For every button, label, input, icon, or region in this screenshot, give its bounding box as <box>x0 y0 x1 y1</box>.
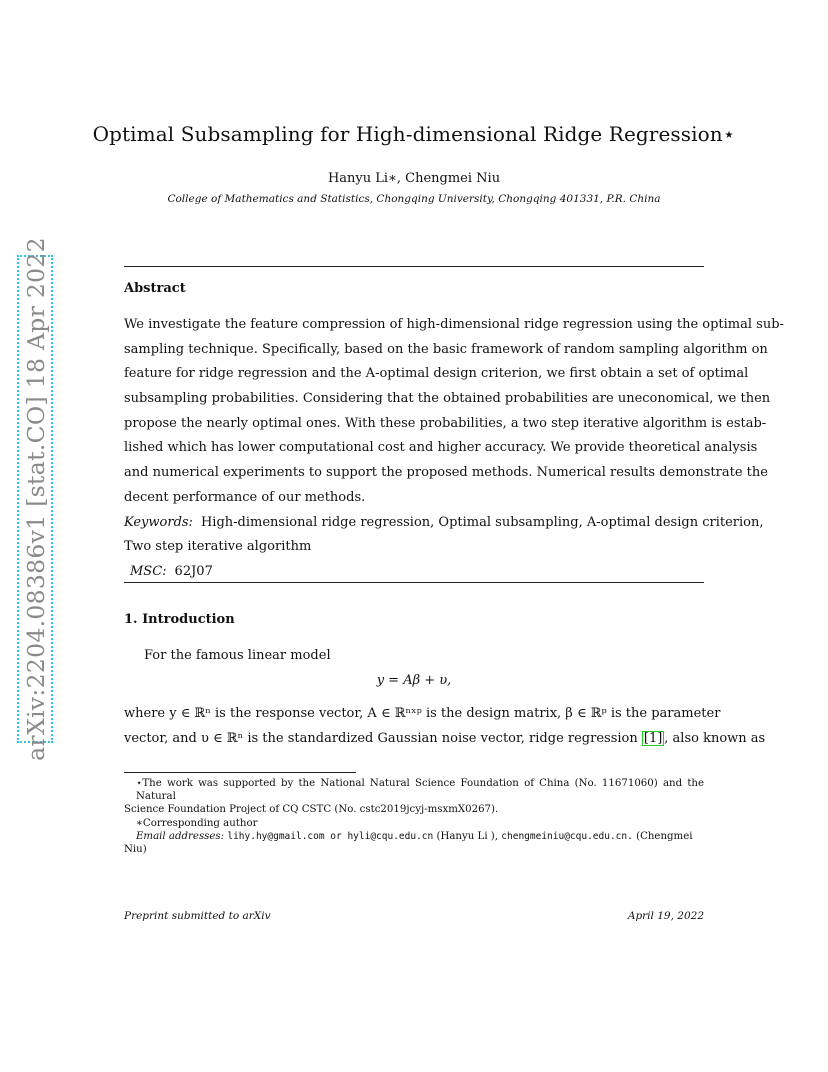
footnote-funding: ⋆The work was supported by the National Natural Science Foundation of China (No. 11671060) and the Natural <box>136 778 704 803</box>
intro-line: where y ∈ ℝⁿ is the response vector, A ∈ ℝⁿˣᵖ is the design matrix, β ∈ ℝᵖ is the parameter <box>124 706 721 721</box>
intro-body <box>124 702 766 751</box>
email-owner: (Chengmei <box>636 830 693 842</box>
email-link-li[interactable]: lihy.hy@gmail.com or hyli@cqu.edu.cn <box>227 830 434 842</box>
author-list: Hanyu Li∗, Chengmei Niu <box>327 171 501 186</box>
keywords-line <box>124 511 764 536</box>
footnotes <box>124 777 704 856</box>
intro-paragraph: For the famous linear model <box>144 648 331 663</box>
abstract-body <box>124 313 784 585</box>
intro-text: vector, and υ ∈ ℝⁿ is the standardized Gaussian noise vector, ridge regression <box>124 730 638 746</box>
msc-value: 62J07 <box>174 563 213 579</box>
msc-line <box>124 560 704 585</box>
keywords-label: Keywords: <box>124 514 193 530</box>
footer-preprint: Preprint submitted to arXiv <box>124 910 271 922</box>
abstract-line: We investigate the feature compression of high-dimensional ridge regression using the optimal sub- <box>124 317 784 332</box>
footnote-corresponding: ∗Corresponding author <box>136 817 258 829</box>
abstract-heading: Abstract <box>124 281 186 296</box>
arxiv-stamp-text[interactable]: arXiv:2204.08386v1 [stat.CO] 18 Apr 2022 <box>22 237 50 761</box>
arxiv-stamp-border <box>17 255 53 743</box>
footnote-funding-cont: Science Foundation Project of CQ CSTC (No. cstc2019jcyj-msxmX0267). <box>124 804 499 816</box>
footer-date: April 19, 2022 <box>627 910 704 922</box>
abstract-top-rule <box>124 266 704 267</box>
email-owner: (Hanyu Li ), <box>436 830 499 842</box>
abstract-line: decent performance of our methods. <box>124 489 366 505</box>
msc-label: MSC: <box>130 563 167 579</box>
abstract-line: and numerical experiments to support the proposed methods. Numerical results demonstrate the <box>124 465 768 481</box>
abstract-line: subsampling probabilities. Considering that the obtained probabilities are uneconomical, we then <box>124 391 771 407</box>
affiliation: College of Mathematics and Statistics, Chongqing University, Chongqing 401331, P.R. China <box>167 193 661 205</box>
paper-title: Optimal Subsampling for High-dimensional Ridge Regression⋆ <box>92 122 736 146</box>
linear-model-equation: y = Aβ + υ, <box>376 673 452 688</box>
footnote-emails <box>124 830 704 843</box>
email-label: Email addresses: <box>136 830 225 842</box>
footnote-emails-cont: Niu) <box>124 844 147 856</box>
intro-line <box>124 727 766 752</box>
abstract-line: sampling technique. Specifically, based on the basic framework of random sampling algorithm on <box>124 341 768 357</box>
citation-link[interactable]: [1] <box>643 730 663 746</box>
abstract-line: feature for ridge regression and the A-optimal design criterion, we first obtain a set of optimal <box>124 366 749 382</box>
section-heading-introduction: 1. Introduction <box>124 612 235 627</box>
abstract-bottom-rule <box>124 582 704 583</box>
keywords-line-cont: Two step iterative algorithm <box>124 539 312 555</box>
abstract-line: propose the nearly optimal ones. With these probabilities, a two step iterative algorithm is estab- <box>124 415 767 431</box>
email-link-niu[interactable]: chengmeiniu@cqu.edu.cn. <box>501 830 633 842</box>
footnote-rule <box>124 772 356 773</box>
keywords-text: High-dimensional ridge regression, Optimal subsampling, A-optimal design criterion, <box>200 514 764 530</box>
abstract-line: lished which has lower computational cost and higher accuracy. We provide theoretical analysis <box>124 440 758 456</box>
intro-text: , also known as <box>664 730 766 746</box>
